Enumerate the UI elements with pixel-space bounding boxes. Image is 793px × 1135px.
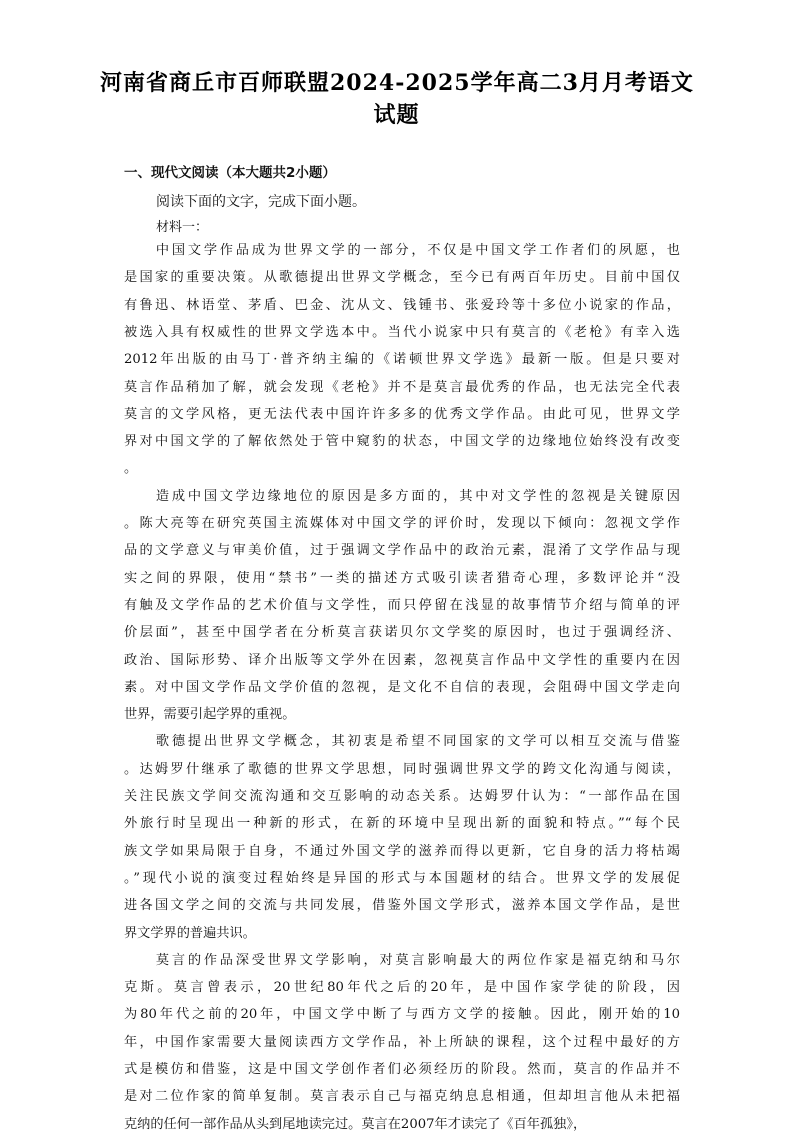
section-heading: 一、现代文阅读（本大题共2小题） xyxy=(124,165,336,181)
text-line: 外旅行时呈现出一种新的形式，在新的环境中呈现出新的面貌和特点。”“每个民 xyxy=(124,816,680,832)
text-line: 价层面”，甚至中国学者在分析莫言获诺贝尔文学奖的原因时，也过于强调经济、 xyxy=(124,625,680,641)
text-line: 界文学界的普遍共识。 xyxy=(124,925,256,941)
text-line: 关注民族文学间交流沟通和交互影响的动态关系。达姆罗什认为：“一部作品在国 xyxy=(124,789,680,804)
text-line: 年，中国作家需要大量阅读西方文学作品，补上所缺的课程，这个过程中最好的方 xyxy=(124,1034,680,1050)
text-line: 歌德提出世界文学概念，其初衷是希望不同国家的文学可以相互交流与借鉴 xyxy=(124,734,680,750)
text-line: 莫言的作品深受世界文学影响，对莫言影响最大的两位作家是福克纳和马尔 xyxy=(124,952,680,968)
text-line: 。达姆罗什继承了歌德的世界文学思想，同时强调世界文学的跨文化沟通与阅读， xyxy=(124,761,680,777)
text-line: 政治、国际形势、译介出版等文学外在因素，忽视莫言作品中文学性的重要内在因 xyxy=(124,652,680,668)
text-line: 品的文学意义与审美价值，过于强调文学作品中的政治元素，混淆了文学作品与现 xyxy=(124,543,680,559)
text-line: 为80年代之前的20年，中国文学中断了与西方文学的接触。因此，刚开始的10 xyxy=(124,1007,680,1023)
text-line: 2012年出版的由马丁·普齐纳主编的《诺顿世界文学选》最新一版。但是只要对 xyxy=(124,352,680,368)
text-line: 。 xyxy=(124,461,138,477)
text-line: 。陈大亮等在研究英国主流媒体对中国文学的评价时，发现以下倾向：忽视文学作 xyxy=(124,516,680,531)
text-line: 有触及文学作品的艺术价值与文学性，而只停留在浅显的故事情节介绍与简单的评 xyxy=(124,597,680,613)
text-line: 克纳的任何一部作品从头到尾地读完过。莫言在2007年才读完了《百年孤独》， xyxy=(124,1116,587,1132)
text-line: 界对中国文学的了解依然处于管中窥豹的状态，中国文学的边缘地位始终没有改变 xyxy=(124,434,680,450)
text-line: 是国家的重要决策。从歌德提出世界文学概念，至今已有两百年历史。目前中国仅 xyxy=(124,270,680,286)
text-line: 。”现代小说的演变过程始终是异国的形式与本国题材的结合。世界文学的发展促 xyxy=(124,870,680,886)
text-line: 世界，需要引起学界的重视。 xyxy=(124,707,296,723)
text-line: 实之间的界限，使用“禁书”一类的描述方式吸引读者猎奇心理，多数评论并“没 xyxy=(124,570,680,586)
text-line: 中国文学作品成为世界文学的一部分，不仅是中国文学工作者们的夙愿，也 xyxy=(124,243,680,258)
document-title-line-1: 河南省商丘市百师联盟2024-2025学年高二3月月考语文 xyxy=(100,70,694,96)
reading-instruction: 阅读下面的文字，完成下面小题。 xyxy=(156,194,366,210)
text-line: 莫言作品稍加了解，就会发现《老枪》并不是莫言最优秀的作品，也无法完全代表 xyxy=(124,379,680,395)
text-line: 素。对中国文学作品文学价值的忽视，是文化不自信的表现，会阻碍中国文学走向 xyxy=(124,679,680,695)
text-line: 进各国文学之间的交流与共同发展，借鉴外国文学形式，滋养本国文学作品，是世 xyxy=(124,898,680,914)
text-line: 被选入具有权威性的世界文学选本中。当代小说家中只有莫言的《老枪》有幸入选 xyxy=(124,324,680,340)
text-line: 族文学如果局限于自身，不通过外国文学的滋养而得以更新，它自身的活力将枯竭 xyxy=(124,843,680,859)
text-line: 造成中国文学边缘地位的原因是多方面的，其中对文学性的忽视是关键原因 xyxy=(124,488,680,504)
text-line: 克斯。莫言曾表示，20世纪80年代之后的20年，是中国作家学徒的阶段，因 xyxy=(124,980,680,996)
material-label: 材料一： xyxy=(156,220,209,235)
text-line: 是对二位作家的简单复制。莫言表示自己与福克纳息息相通，但却坦言他从未把福 xyxy=(124,1089,680,1105)
text-line: 有鲁迅、林语堂、茅盾、巴金、沈从文、钱锺书、张爱玲等十多位小说家的作品， xyxy=(124,297,680,313)
text-line: 式是模仿和借鉴，这是中国文学创作者们必须经历的阶段。然而，莫言的作品并不 xyxy=(124,1062,680,1077)
document-title-line-2: 试题 xyxy=(373,102,420,128)
text-line: 莫言的文学风格，更无法代表中国许许多多的优秀文学作品。由此可见，世界文学 xyxy=(124,406,680,422)
